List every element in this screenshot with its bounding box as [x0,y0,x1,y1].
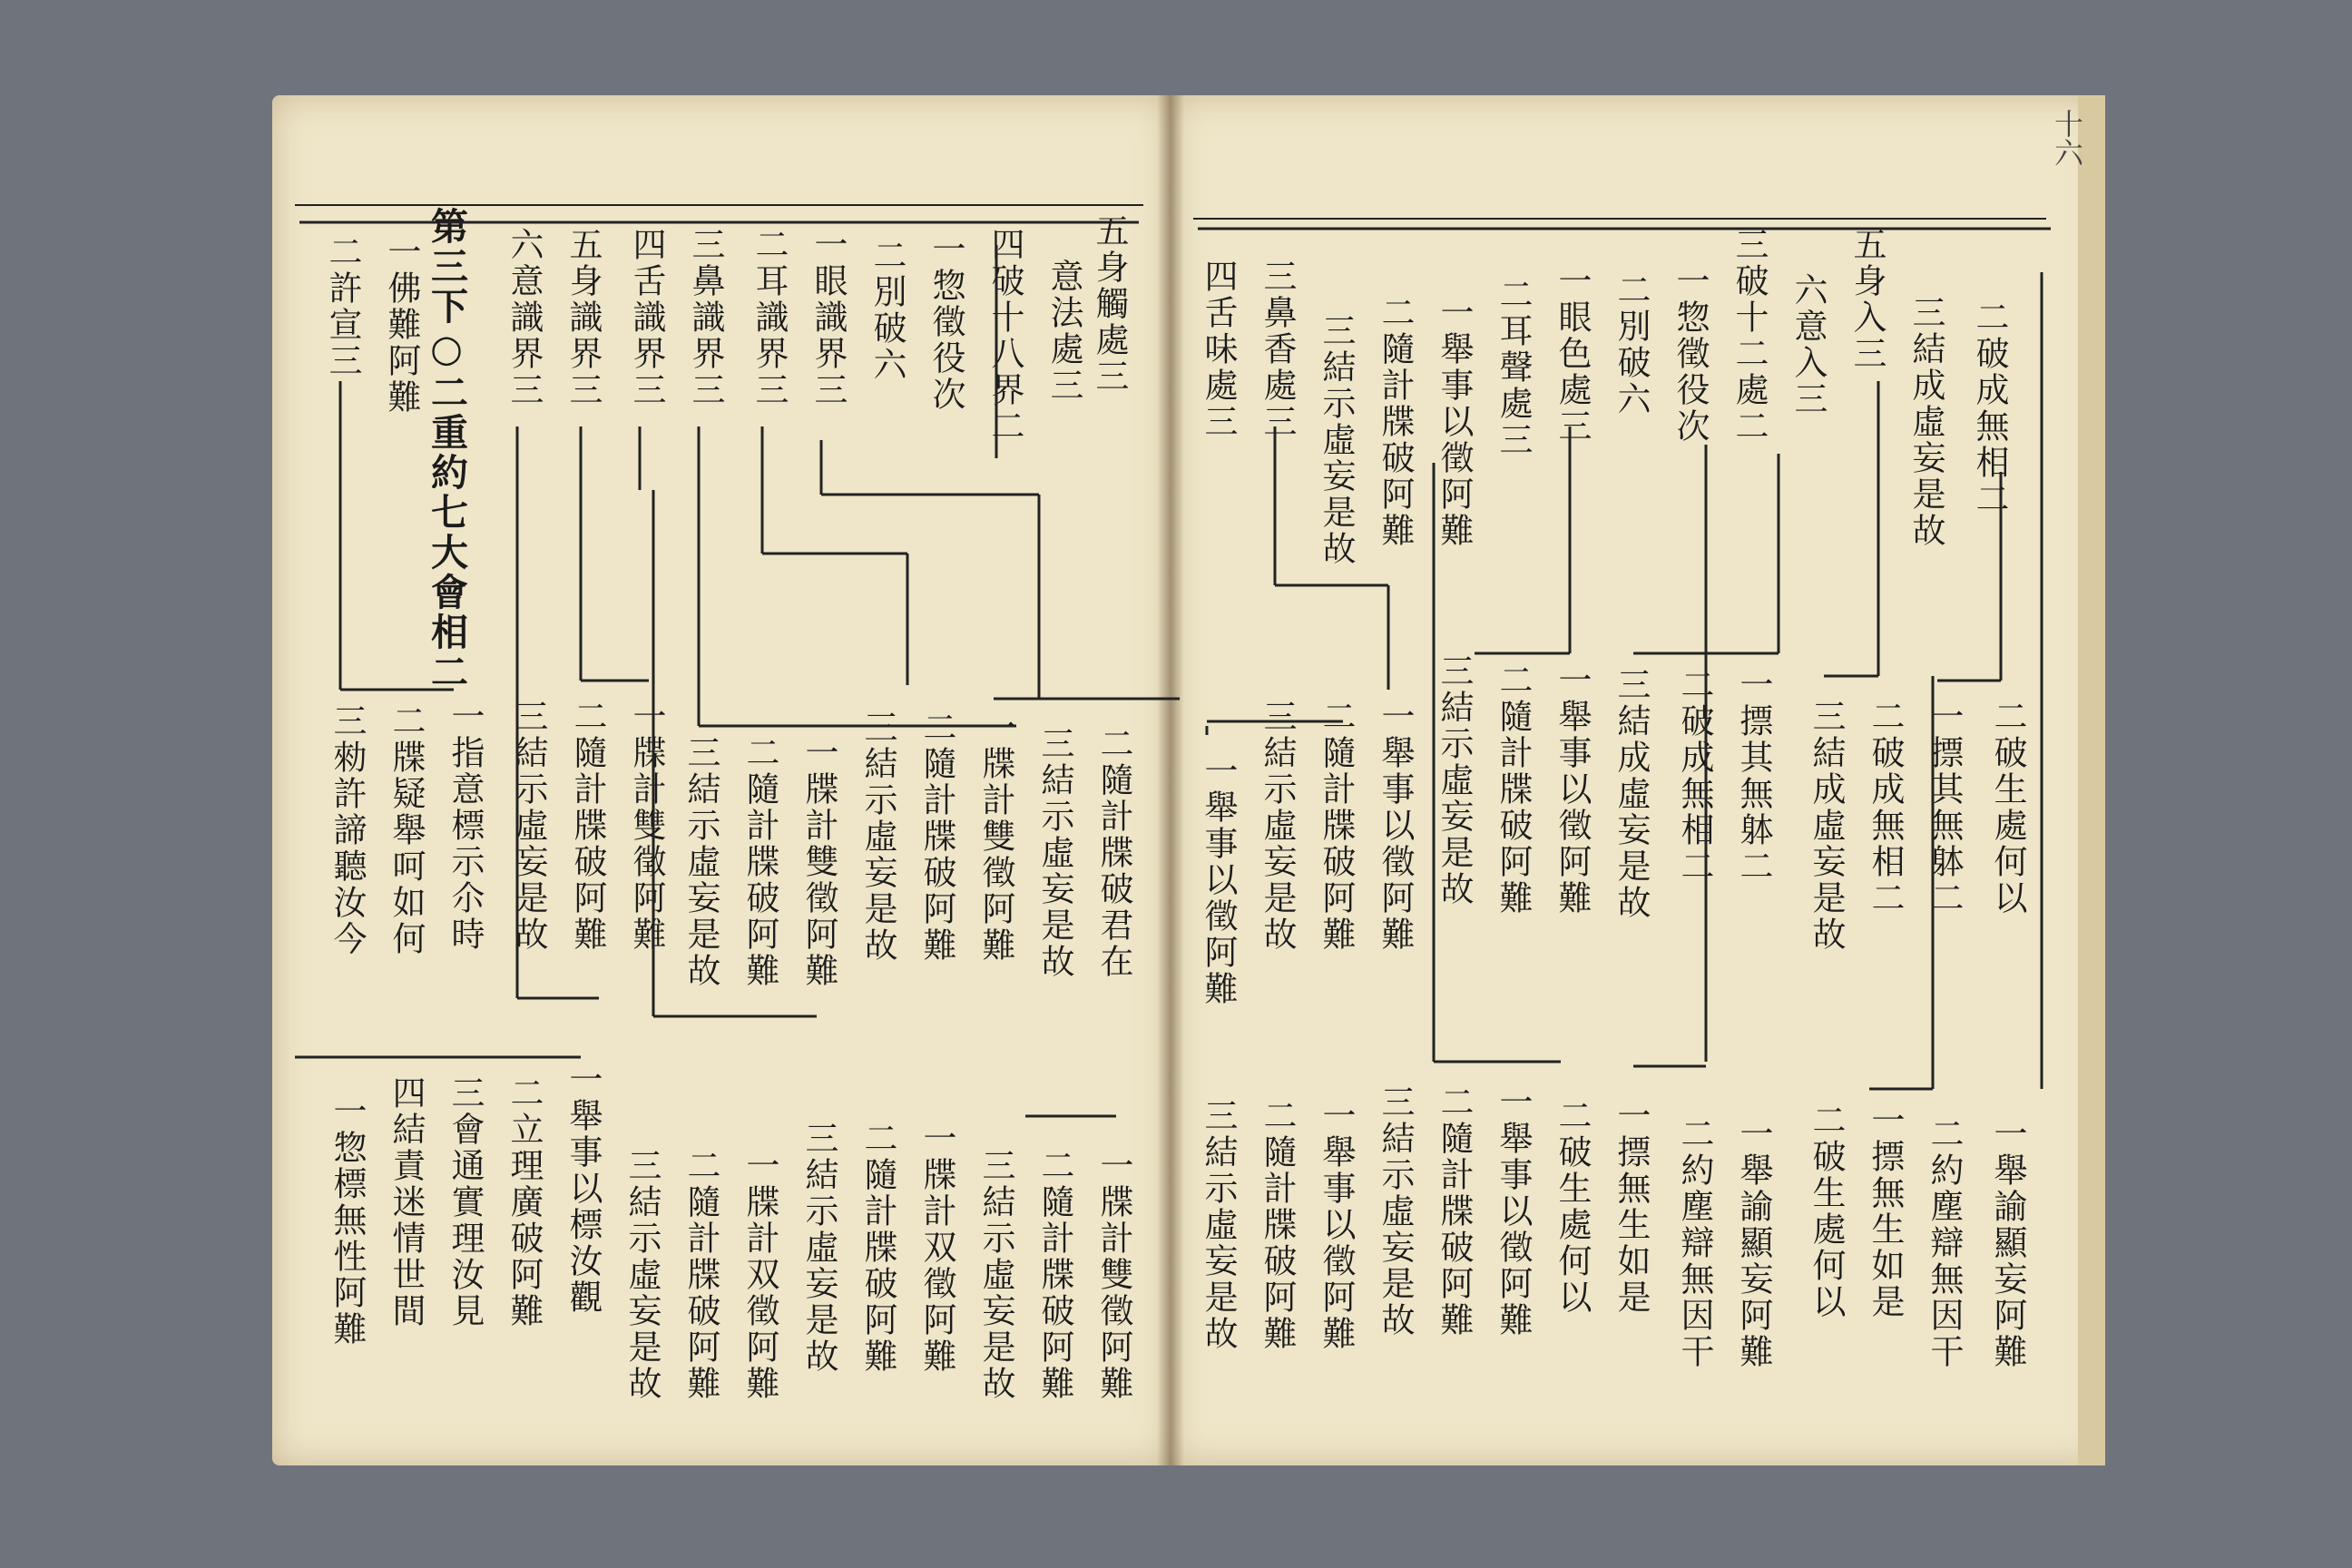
tree-node: 一舉事以徵阿難 [1435,295,1474,549]
tree-node: 二別破六 [867,238,906,383]
tree-node: 一舉事以標汝觀 [564,1062,603,1316]
tree-node: 二隨計牒破阿難 [1494,662,1533,916]
tree-node: 二隨計牒破阿難 [681,1148,720,1402]
tree-node: 一舉諭顯妄阿難 [1734,1116,1773,1370]
tree-node: 二約塵辯無因干 [1925,1116,1964,1370]
tree-node: 二牒疑舉呵如何 [387,703,426,957]
tree-node: 五身入三 [1847,227,1886,372]
tree-node: 三結成虛妄是故 [1612,667,1651,921]
page-edge [2078,95,2105,1465]
tree-node: 二破成無相二 [1970,299,2009,517]
tree-node: 六意入三 [1788,272,1828,417]
tree-node: 二隨計牒破阿難 [1376,295,1415,549]
tree-node: 三鼻識界三 [686,227,725,408]
tree-node: 意法處三 [1044,259,1083,404]
tree-node: 一指意標示尒時 [446,699,485,953]
tree-node: 三結示虛妄是故 [976,1148,1015,1402]
tree-node: 三結成虛妄是故 [1906,295,1945,549]
tree-node: 四結責迷情世間 [387,1075,426,1329]
tree-node: 五身觸處三 [1090,213,1129,395]
tree-node: 二破生處何以 [1988,699,2027,916]
tree-node: 一牒計雙徵阿難 [976,710,1015,964]
tree-node: 一牒計雙徵阿難 [627,699,666,953]
tree-node: 二隨計牒破君在 [1094,726,1133,980]
tree-node: 三結示虛妄是故 [509,699,548,953]
tree-node: 一佛難阿難 [382,234,421,416]
tree-node: 一眼識界三 [808,227,848,408]
tree-node: 二隨計牒破阿難 [858,1121,897,1375]
tree-node: 一舉事以徵阿難 [1494,1084,1533,1338]
tree-node: 三結示虛妄是故 [858,710,897,964]
tree-node: 四破十八界二 [985,227,1024,445]
tree-node: 二隨計牒破阿難 [1317,699,1356,953]
tree-node: 三結示虛妄是故 [1435,653,1474,907]
tree-node: 一惣標無性阿難 [328,1093,367,1348]
tree-node: 三結示虛妄是故 [799,1121,838,1375]
tree-node: 三結示虛妄是故 [1199,1098,1238,1352]
tree-node: 一牒計雙徵阿難 [799,735,838,989]
tree-node: 四舌味處三 [1199,259,1238,440]
tree-node: 三結示虛妄是故 [1376,1084,1415,1338]
tree-node: 二許宣三 [323,234,362,379]
tree-node: 一舉事以徵阿難 [1376,699,1415,953]
tree-node: 二隨計牒破阿難 [740,735,779,989]
tree-node: 五身識界三 [564,227,603,408]
tree-node: 四舌識界三 [627,227,666,408]
tree-node: 一惣徵役次 [926,231,965,413]
tree-node: 一惣徵役次 [1671,263,1710,445]
tree-node: 二別破六 [1612,272,1651,417]
tree-node: 三破十二處二 [1730,227,1769,445]
tree-node: 二隨計牒破阿難 [1258,1098,1297,1352]
tree-node: 一舉事以徵阿難 [1199,753,1238,1007]
tree-node: 二耳聲處三 [1494,277,1533,458]
tree-node: 三勑許諦聽汝今 [328,703,367,957]
tree-node: 二隨計牒破阿難 [917,710,956,964]
tree-node: 三結示虛妄是故 [681,735,720,989]
tree-node: 三結示虛妄是故 [1317,313,1356,567]
tree-node: 一舉事以徵阿難 [1317,1098,1356,1352]
tree-node: 一舉諭顯妄阿難 [1988,1116,2027,1370]
tree-node: 一牒計双徵阿難 [740,1148,779,1402]
tree-node: 二隨計牒破阿難 [1035,1148,1074,1402]
tree-node: 三鼻香處三 [1258,259,1297,440]
tree-node: 三結示虛妄是故 [1258,699,1297,953]
tree-node: 三結成虛妄是故 [1807,699,1846,953]
tree-node: 二約塵辯無因干 [1675,1116,1714,1370]
tree-node: 一牒計双徵阿難 [917,1121,956,1375]
tree-node: 六意識界三 [505,227,544,408]
tree-node: 二隨計牒破阿難 [568,699,607,953]
tree-node: 三會通實理汝見 [446,1075,485,1329]
tree-node: 一舉事以徵阿難 [1553,662,1592,916]
tree-node: 三結示虛妄是故 [622,1148,662,1402]
tree-node: 一摽其無躰二 [1734,667,1773,885]
tree-node: 一牒計雙徵阿難 [1094,1148,1133,1402]
tree-node: 一摽無生如是 [1612,1098,1651,1316]
tree-node: 二破生處何以 [1553,1098,1592,1316]
tree-node: 二立理廣破阿難 [505,1075,544,1329]
tree-node: 二破生處何以 [1807,1102,1846,1320]
tree-node: 三結示虛妄是故 [1035,726,1074,980]
tree-node: 一摽無生如是 [1866,1102,1905,1320]
folio-number: 十六 [2050,109,2084,167]
tree-node: 二耳識界三 [750,227,789,408]
tree-node: 二破成無相二 [1675,667,1714,885]
book-gutter [1157,95,1184,1465]
section-title: 第三下○二重約七大會相二 [425,207,468,692]
tree-node: 二隨計牒破阿難 [1435,1084,1474,1338]
tree-node: 一眼色處三 [1553,263,1592,445]
tree-node: 二破成無相二 [1866,699,1905,916]
tree-node: 一摽其無躰二 [1925,699,1964,916]
